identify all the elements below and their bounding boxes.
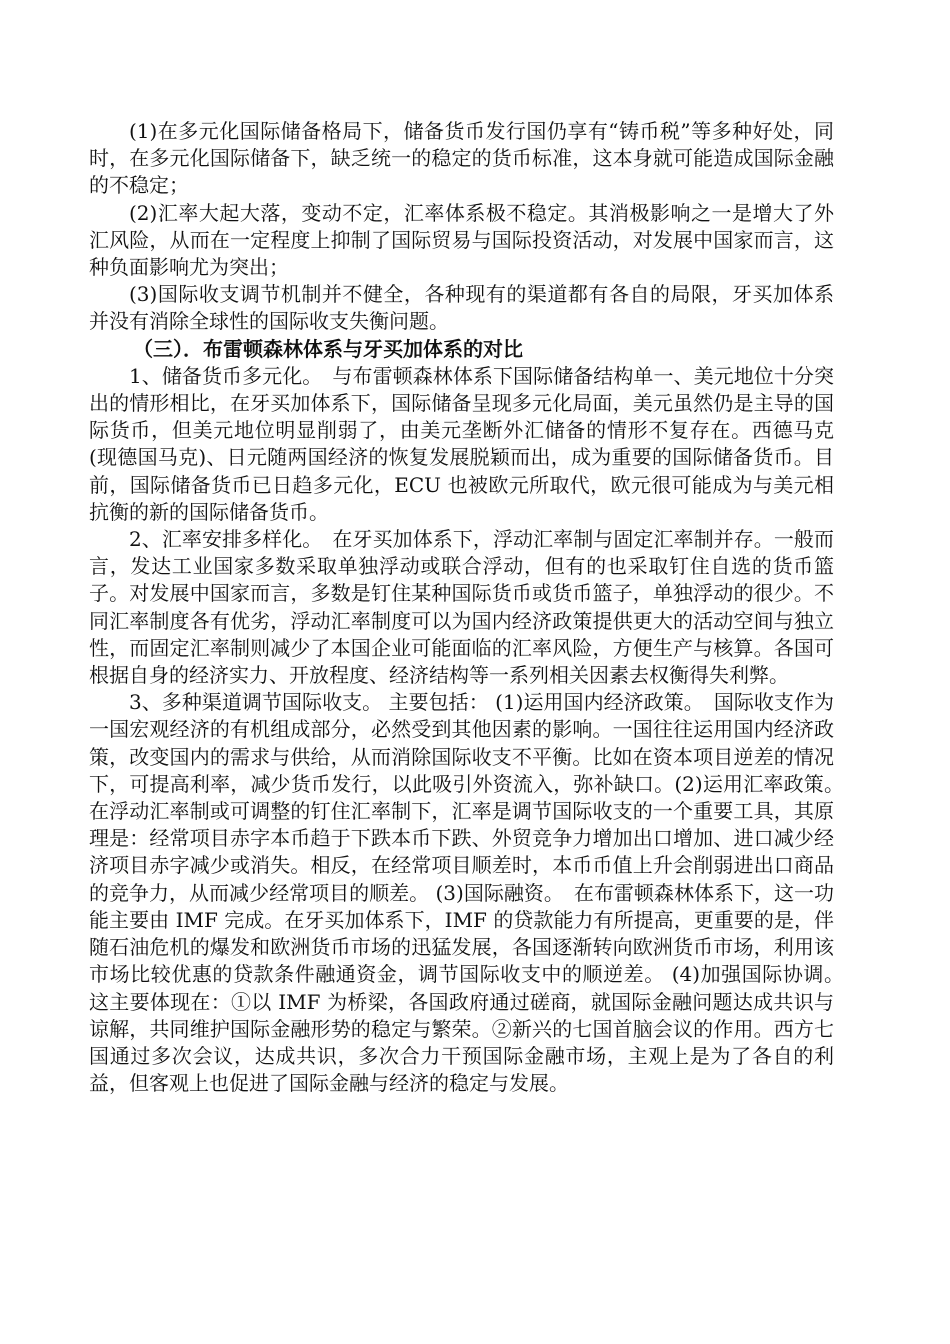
paragraph-drawback-1: (1)在多元化国际储备格局下，储备货币发行国仍享有“铸币税”等多种好处，同时，在多元化国际储备下，缺乏统一的稳定的货币标准，这本身就可能造成国际金融的不稳定； bbox=[89, 119, 834, 198]
section-heading: （三）．布雷顿森林体系与牙买加体系的对比 bbox=[133, 336, 523, 361]
paragraph-balance-of-payments: 3、多种渠道调节国际收支。 主要包括： (1)运用国内经济政策。 国际收支作为一国宏观经济的有机组成部分，必然受到其他因素的影响。一国往往运用国内经济政策，改变国内的需求与供给，从而消除国际收支不平衡。比如在资本项目逆差的情况下，可提高利率，减少货币发行，以此吸引外资流入，弥补缺口。(2)运用汇率政策。 在浮动汇率制或可调整的钉住汇率制下，汇率是调节国际收支的一个重要工具，其原理是：经常项目赤字本币趋于下跌本币下跌、外贸竞争力增加出口增加、进口减少经济项目赤字减少或消失。相反，在经常项目顺差时，本币币值上升会削弱进出口商品的竞争力，从而减少经常项目的顺差。 (3)国际融资。 在布雷顿森林体系下，这一功能主要由 IMF 完成。在牙买加体系下，IMF 的贷款能力有所提高，更重要的是，伴随石油危机的爆发和欧洲货币市场的迅猛发展，各国逐渐转向欧洲货币市场，利用该市场比较优惠的贷款条件融通资金，调节国际收支中的顺逆差。 (4)加强国际协调。 这主要体现在：①以 IMF 为桥梁，各国政府通过磋商，就国际金融问题达成共识与谅解，共同维护国际金融形势的稳定与繁荣。②新兴的七国首脑会议的作用。西方七国通过多次会议，达成共识，多次合力干预国际金融市场，主观上是为了各自的利益，但客观上也促进了国际金融与经济的稳定与发展。 bbox=[89, 690, 854, 1096]
paragraph-drawback-3: (3)国际收支调节机制并不健全，各种现有的渠道都有各自的局限，牙买加体系并没有消除全球性的国际收支失衡问题。 bbox=[89, 282, 834, 334]
document-page bbox=[89, 118, 854, 1097]
paragraph-exchange-rate: 2、汇率安排多样化。 在牙买加体系下，浮动汇率制与固定汇率制并存。一般而言，发达工业国家多数采取单独浮动或联合浮动，但有的也采取钉住自选的货币篮子。对发展中国家而言，多数是钉住某种国际货币或货币篮子，单独浮动的很少。不同汇率制度各有优劣，浮动汇率制度可以为国内经济政策提供更大的活动空间与独立性，而固定汇率制则减少了本国企业可能面临的汇率风险，方便生产与核算。各国可根据自身的经济实力、开放程度、经济结构等一系列相关因素去权衡得失利弊。 bbox=[89, 527, 834, 688]
paragraph-reserve-currency: 1、储备货币多元化。 与布雷顿森林体系下国际储备结构单一、美元地位十分突出的情形相比，在牙买加体系下，国际储备呈现多元化局面，美元虽然仍是主导的国际货币，但美元地位明显削弱了，由美元垄断外汇储备的情形不复存在。西德马克(现德国马克)、日元随两国经济的恢复发展脱颖而出，成为重要的国际储备货币。目前，国际储备货币已日趋多元化，ECU 也被欧元所取代，欧元很可能成为与美元相抗衡的新的国际储备货币。 bbox=[89, 363, 834, 524]
paragraph-drawback-2: (2)汇率大起大落，变动不定，汇率体系极不稳定。其消极影响之一是增大了外汇风险，从而在一定程度上抑制了国际贸易与国际投资活动，对发展中国家而言，这种负面影响尤为突出； bbox=[89, 200, 834, 280]
